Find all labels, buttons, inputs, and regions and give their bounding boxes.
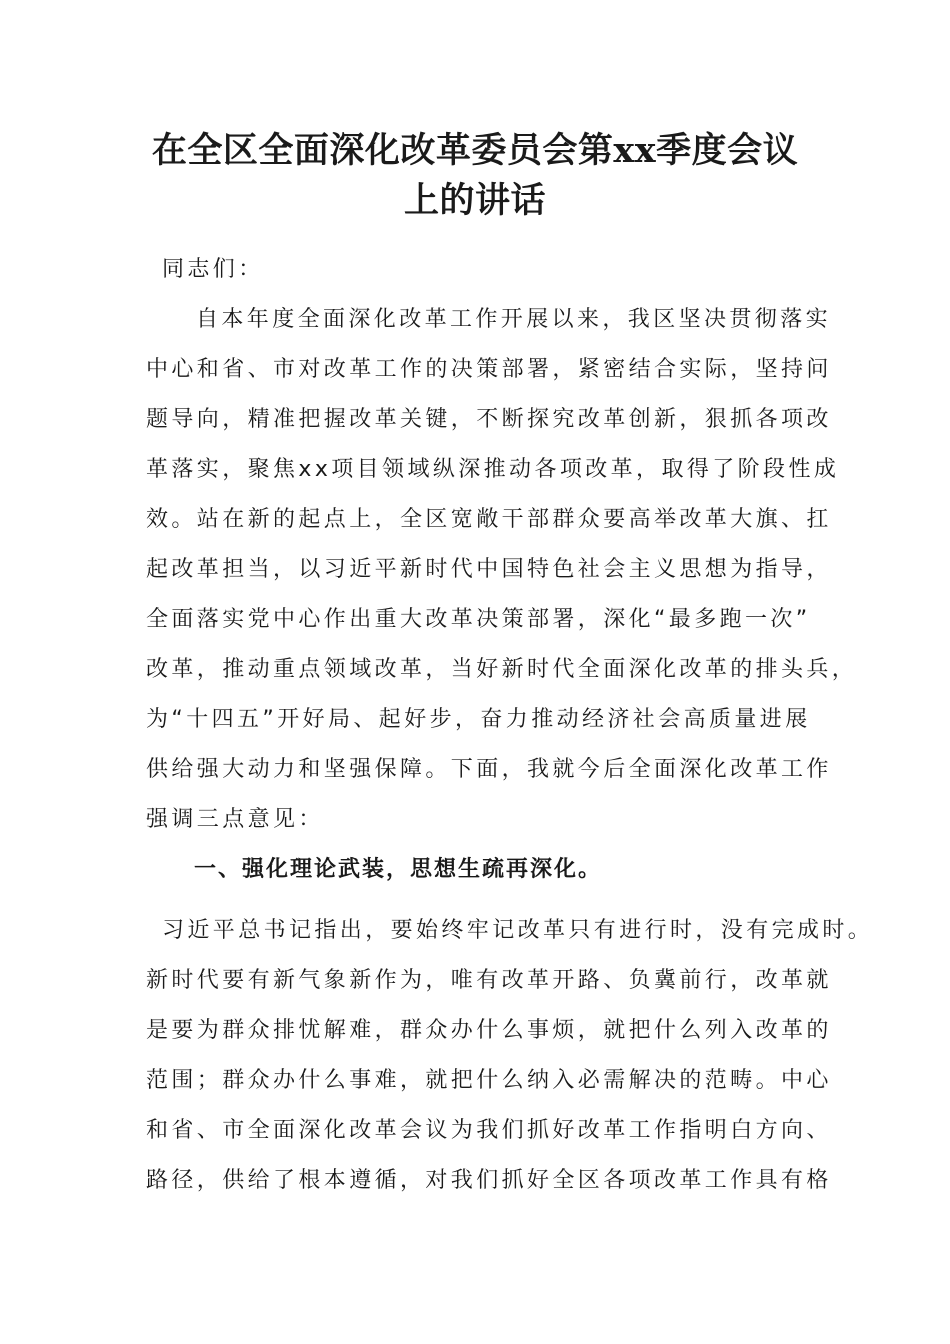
document-title-line-2: 上的讲话 [403,180,546,221]
paragraph-2-line: 路径，供给了根本遵循，对我们抓好全区各项改革工作具有格 [146,1168,832,1193]
paragraph-1-line: 起改革担当，以习近平新时代中国特色社会主义思想为指导， [146,557,832,582]
salutation: 同志们： [162,257,264,282]
paragraph-1-line: 效。站在新的起点上，全区宽敞干部群众要高举改革大旗、扛 [146,507,832,532]
paragraph-1-line: 自本年度全面深化改革工作开展以来，我区坚决贯彻落实 [196,307,832,332]
document-title-line-1: 在全区全面深化改革委员会第xx季度会议 [151,130,799,171]
paragraph-2-line: 习近平总书记指出，要始终牢记改革只有进行时，没有完成时。 [162,918,874,943]
paragraph-1-line: 全面落实党中心作出重大改革决策部署，深化“最多跑一次” [146,607,811,632]
paragraph-2-line: 和省、市全面深化改革会议为我们抓好改革工作指明白方向、 [146,1118,832,1143]
paragraph-2-line: 是要为群众排忧解难，群众办什么事烦，就把什么列入改革的 [146,1018,832,1043]
paragraph-1-line: 供给强大动力和坚强保障。下面，我就今后全面深化改革工作 [146,757,832,782]
paragraph-2-line: 新时代要有新气象新作为，唯有改革开路、负冀前行，改革就 [146,968,832,993]
paragraph-1-line: 为“十四五”开好局、起好步，奋力推动经济社会高质量进展 [146,707,811,732]
paragraph-2-line: 范围；群众办什么事难，就把什么纳入必需解决的范畴。中心 [146,1068,832,1093]
paragraph-1-line: 革落实，聚焦xx项目领域纵深推动各项改革，取得了阶段性成 [146,457,840,482]
paragraph-1-line: 题导向，精准把握改革关键，不断探究改革创新，狠抓各项改 [146,407,832,432]
paragraph-1-line: 中心和省、市对改革工作的决策部署，紧密结合实际，坚持问 [146,357,832,382]
section-1-heading: 一、强化理论武装，思想生疏再深化。 [194,857,603,882]
paragraph-1-line: 强调三点意见： [146,807,324,832]
paragraph-1-line: 改革，推动重点领域改革，当好新时代全面深化改革的排头兵， [146,657,858,682]
